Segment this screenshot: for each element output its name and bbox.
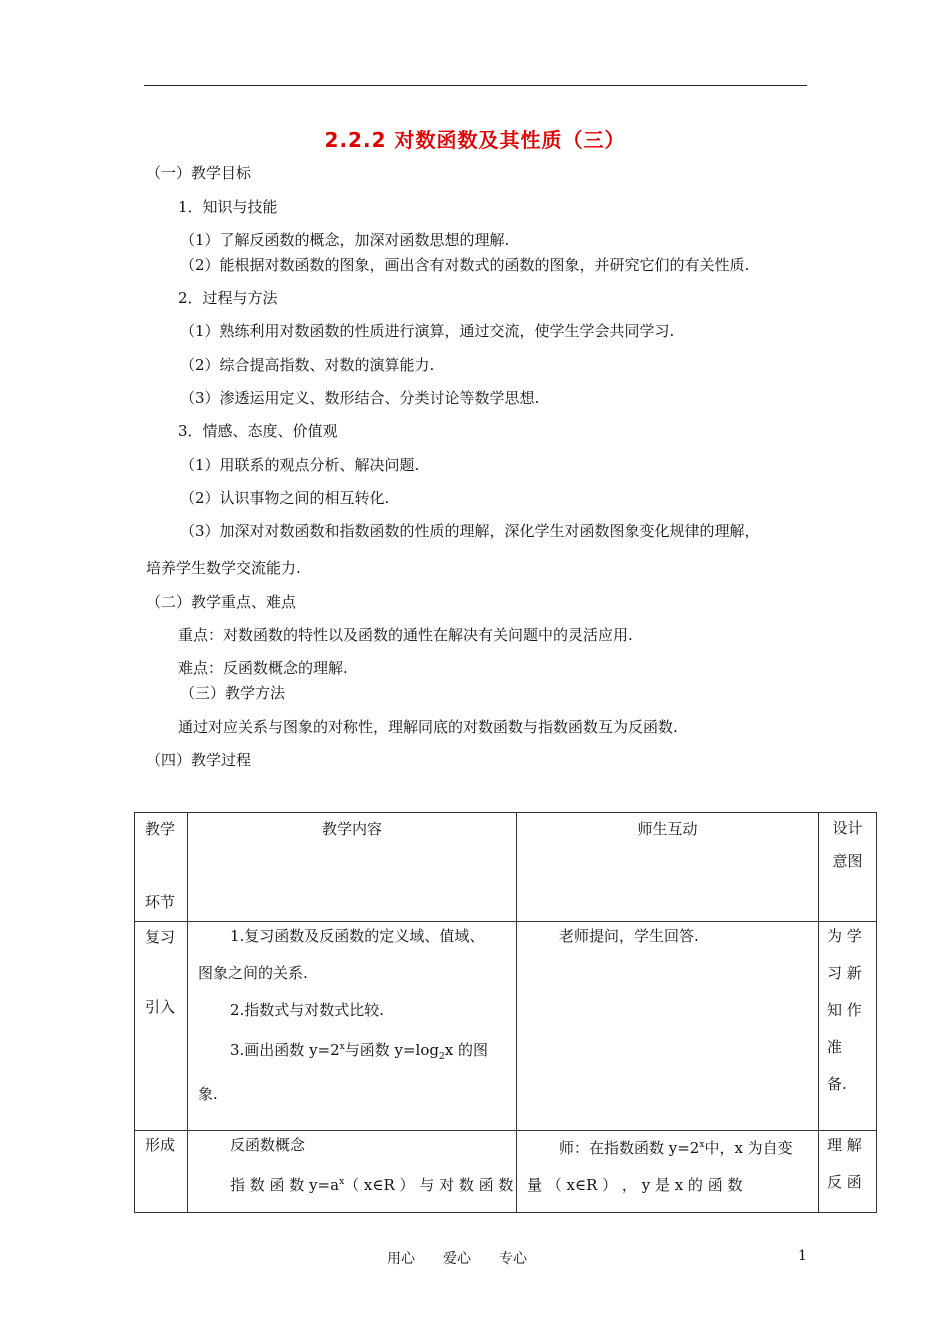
row1-content-line: 1.复习函数及反函数的定义域、值域、 [230,927,485,945]
header-purpose-line1: 设计 [832,819,863,837]
row1-purpose-line: 知 作 [827,1001,862,1019]
subsection-heading: 2．过程与方法 [178,289,278,307]
row1-content-line: 图象之间的关系. [198,964,308,982]
text-line: 重点：对数函数的特性以及函数的通性在解决有关问题中的灵活应用. [178,626,633,644]
table-row [135,1131,877,1213]
row2-purpose [819,1131,877,1213]
header-rule [144,85,807,86]
section-heading: （一）教学目标 [146,164,252,182]
text-line: （1）熟练利用对数函数的性质进行演算，通过交流，使学生学会共同学习. [180,322,675,340]
row1-purpose-line: 为 学 [827,927,862,945]
text-line: （1）用联系的观点分析、解决问题. [180,456,420,474]
header-stage-line2: 环节 [145,893,176,911]
footer-motto: 用心 爱心 专心 [387,1251,527,1267]
header-stage [135,813,188,922]
subsection-heading: 1．知识与技能 [178,198,278,216]
row1-purpose-line: 备. [827,1075,847,1093]
header-stage-line1: 教学 [145,820,176,838]
row1-content-line: 2.指数式与对数式比较. [230,1001,385,1019]
row1-stage [135,922,188,1131]
row1-content-line: 象. [198,1085,218,1103]
row2-content-line: 反函数概念 [230,1136,306,1154]
table-header-row [135,813,877,922]
text-line: （2）能根据对数函数的图象，画出含有对数式的函数的图象，并研究它们的有关性质. [180,256,750,274]
text-line: 难点：反函数概念的理解. [178,659,348,677]
row1-purpose-line: 准 [827,1038,843,1056]
row1-content [188,922,517,1131]
text-line: （2）认识事物之间的相互转化. [180,489,390,507]
row1-interaction-text: 老师提问，学生回答. [559,927,699,945]
section-heading: （四）教学过程 [146,751,252,769]
text-line: （2）综合提高指数、对数的演算能力. [180,356,435,374]
header-content-label: 教学内容 [321,820,382,838]
document-title: 2.2.2 对数函数及其性质（三） [324,128,626,152]
row2-stage [135,1131,188,1213]
page-number: 1 [798,1248,807,1264]
row1-purpose [819,922,877,1131]
text-line: （3）渗透运用定义、数形结合、分类讨论等数学思想. [180,389,540,407]
row2-purpose-line: 理 解 [827,1136,862,1154]
section-heading: （二）教学重点、难点 [146,593,297,611]
row2-content [188,1131,517,1213]
row2-stage-line1: 形成 [145,1136,176,1154]
header-interaction-label: 师生互动 [637,820,698,838]
row2-content-formula-line: 指 数 函 数 $y=a^x$（ x∈R ） 与 对 数 函 数 [230,1176,514,1194]
row1-purpose-line: 习 新 [827,964,862,982]
row1-content-formula-line: 3.画出函数 $y=2^x$与函数 $y=\log_2x$ 的图 [230,1041,488,1062]
row2-interaction-line: 量 （ x∈R ） ， y 是 x 的 函 数 [527,1176,743,1194]
header-purpose [819,813,877,922]
text-line: （1）了解反函数的概念，加深对函数思想的理解. [180,231,510,249]
text-line: 通过对应关系与图象的对称性，理解同底的对数函数与指数函数互为反函数. [178,718,678,736]
teaching-process-table [134,812,877,1213]
header-purpose-line2: 意图 [832,852,863,870]
text-line: 培养学生数学交流能力. [146,559,301,577]
row1-interaction [517,922,819,1131]
row1-stage-line2: 引入 [145,998,176,1016]
row2-interaction-line: 师：在指数函数 $y=2^x$中，x 为自变 [559,1139,793,1157]
row1-stage-line1: 复习 [145,928,176,946]
row2-purpose-line: 反 函 [827,1173,862,1191]
header-content [188,813,517,922]
text-line: （3）加深对对数函数和指数函数的性质的理解，深化学生对函数图象变化规律的理解， [180,522,760,540]
row2-interaction [517,1131,819,1213]
section-heading: （三）教学方法 [180,684,286,702]
subsection-heading: 3．情感、态度、价值观 [178,422,338,440]
header-interaction [517,813,819,922]
table-row [135,922,877,1131]
